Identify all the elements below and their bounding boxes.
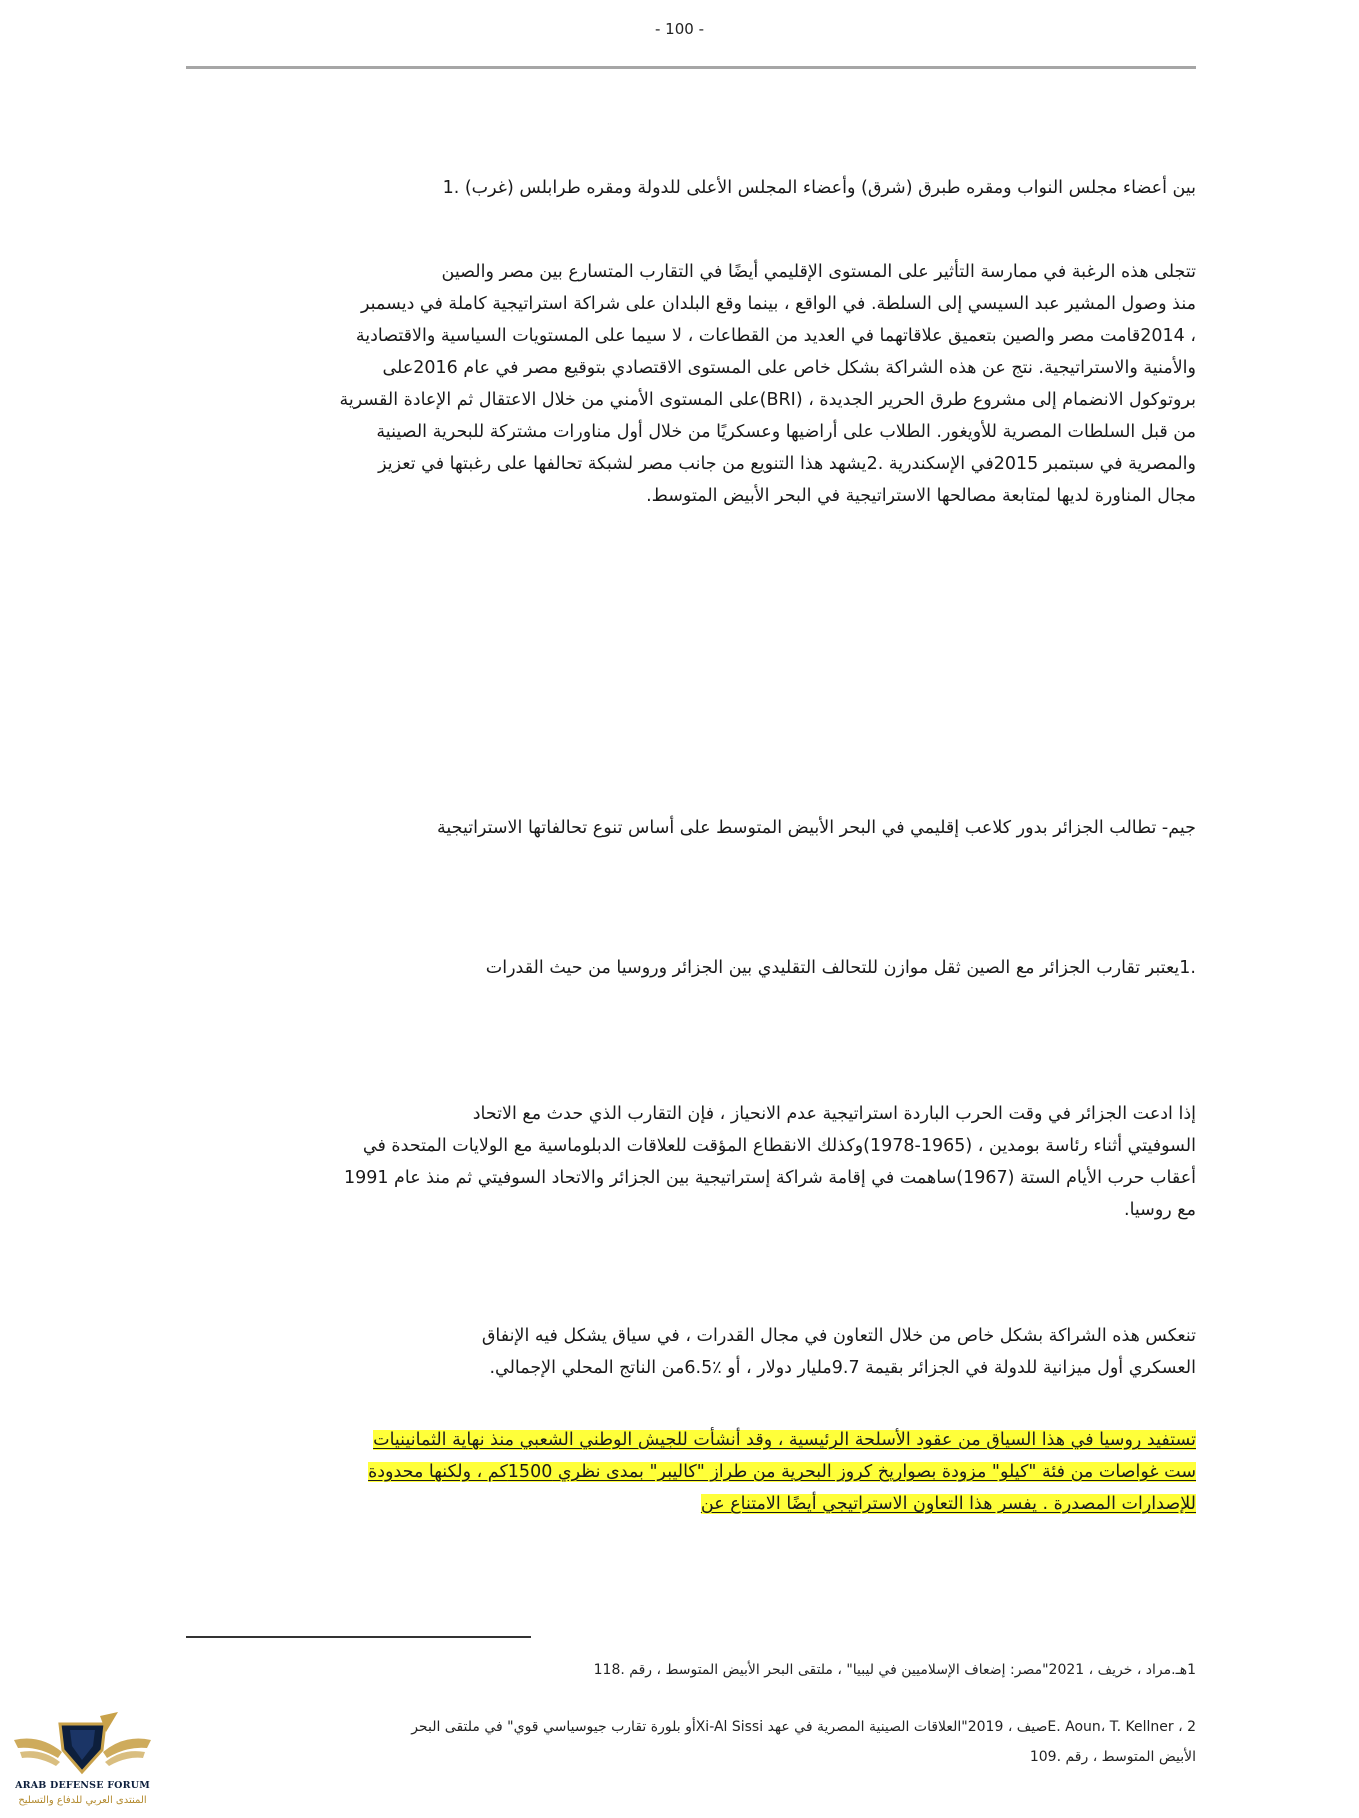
text-line: العسكري أول ميزانية للدولة في الجزائر بقيمة 9.7مليار دولار ، أو ٪6.5من الناتج المحلي الإجمالي. bbox=[489, 1358, 1196, 1378]
text-line: تتجلى هذه الرغبة في ممارسة التأثير على المستوى الإقليمي أيضًا في التقارب المتسارع بين مصر والصين bbox=[441, 262, 1196, 282]
highlighted-text: ست غواصات من فئة "كيلو" مزودة بصواريخ كروز البحرية من طراز "كاليبر" بمدى نظري 1500كم ، ولكنها محدودة bbox=[368, 1462, 1196, 1482]
text-line: بين أعضاء مجلس النواب ومقره طبرق (شرق) وأعضاء المجلس الأعلى للدولة ومقره طرابلس (غرب) .1 bbox=[442, 178, 1196, 198]
text-line: .1يعتبر تقارب الجزائر مع الصين ثقل موازن للتحالف التقليدي بين الجزائر وروسيا من حيث القدرات bbox=[485, 958, 1196, 978]
text-line: منذ وصول المشير عبد السيسي إلى السلطة. في الواقع ، بينما وقع البلدان على شراكة استراتيجية كاملة في ديسمبر bbox=[361, 294, 1196, 314]
footnote-line: E. Aoun، T. Kellner ، 2صيف ، 2019"العلاقات الصينية المصرية في عهد Xi-Al Sissiأو بلورة تقارب جيوسياسي قوي" في ملتقى البحر bbox=[411, 1719, 1196, 1735]
text-line: ، 2014قامت مصر والصين بتعميق علاقاتهما في العديد من القطاعات ، لا سيما على المستويات السياسية والاقتصادية bbox=[355, 326, 1196, 346]
text-line: من قبل السلطات المصرية للأويغور. الطلاب على أراضيها وعسكريًا من خلال أول مناورات مشتركة للبحرية الصينية bbox=[376, 422, 1196, 442]
paragraph-cold-war bbox=[186, 1098, 1196, 1226]
text-line: والأمنية والاستراتيجية. نتج عن هذه الشراكة بشكل خاص على المستوى الاقتصادي بتوقيع مصر في عام 2016على bbox=[382, 358, 1196, 378]
text-line: بروتوكول الانضمام إلى مشروع طرق الحرير الجديدة ، (BRI)على المستوى الأمني من خلال الاعتقال ثم الإعادة القسرية bbox=[339, 390, 1196, 410]
eagle-shield-icon bbox=[10, 1712, 155, 1780]
text-line: والمصرية في سبتمبر 2015في الإسكندرية .2يشهد هذا التنويع من جانب مصر لشبكة تحالفها على رغبتها في تعزيز bbox=[378, 454, 1196, 474]
text-line: مجال المناورة لديها لمتابعة مصالحها الاستراتيجية في البحر الأبيض المتوسط. bbox=[646, 486, 1196, 506]
logo-name-ar: المنتدى العربي للدفاع والتسليح bbox=[18, 1795, 147, 1806]
footnote-line: 1هـ.مراد ، خريف ، 2021"مصر: إضعاف الإسلاميين في ليبيا" ، ملتقى البحر الأبيض المتوسط ، رقم .118 bbox=[593, 1662, 1196, 1678]
text-line: أعقاب حرب الأيام الستة (1967)ساهمت في إقامة شراكة إستراتيجية بين الجزائر والاتحاد السوفيتي ثم منذ عام 1991 bbox=[343, 1168, 1196, 1188]
paragraph-highlighted bbox=[186, 1424, 1196, 1520]
section-heading bbox=[186, 812, 1196, 844]
text-line: تنعكس هذه الشراكة بشكل خاص من خلال التعاون في مجال القدرات ، في سياق يشكل فيه الإنفاق bbox=[481, 1326, 1196, 1346]
text-line: إذا ادعت الجزائر في وقت الحرب الباردة استراتيجية عدم الانحياز ، فإن التقارب الذي حدث مع الاتحاد bbox=[472, 1104, 1196, 1124]
footnote-line: الأبيض المتوسط ، رقم .109 bbox=[1029, 1749, 1196, 1765]
footnote-2 bbox=[186, 1712, 1196, 1772]
page-number: - 100 - bbox=[655, 20, 704, 38]
paragraph-algeria-china bbox=[186, 952, 1196, 984]
header-rule bbox=[186, 66, 1196, 69]
logo-name-en: ARAB DEFENSE FORUM bbox=[15, 1780, 150, 1791]
paragraph-egypt-china bbox=[186, 256, 1196, 512]
heading-line: جيم- تطالب الجزائر بدور كلاعب إقليمي في البحر الأبيض المتوسط على أساس تنوع تحالفاتها الاستراتيجية bbox=[436, 818, 1196, 838]
paragraph-intro bbox=[186, 172, 1196, 204]
footnote-1 bbox=[186, 1655, 1196, 1685]
arab-defense-forum-logo bbox=[10, 1712, 155, 1816]
highlighted-text: تستفيد روسيا في هذا السياق من عقود الأسلحة الرئيسية ، وقد أنشأت للجيش الوطني الشعبي منذ نهاية الثمانينيات bbox=[373, 1430, 1196, 1450]
footnote-rule bbox=[186, 1636, 531, 1638]
paragraph-capabilities bbox=[186, 1320, 1196, 1384]
text-line: السوفيتي أثناء رئاسة بومدين ، (1965-1978)وكذلك الانقطاع المؤقت للعلاقات الدبلوماسية مع الولايات المتحدة في bbox=[362, 1136, 1196, 1156]
highlighted-text: للإصدارات المصدرة . يفسر هذا التعاون الاستراتيجي أيضًا الامتناع عن bbox=[700, 1494, 1196, 1514]
text-line: مع روسيا. bbox=[1124, 1200, 1196, 1220]
